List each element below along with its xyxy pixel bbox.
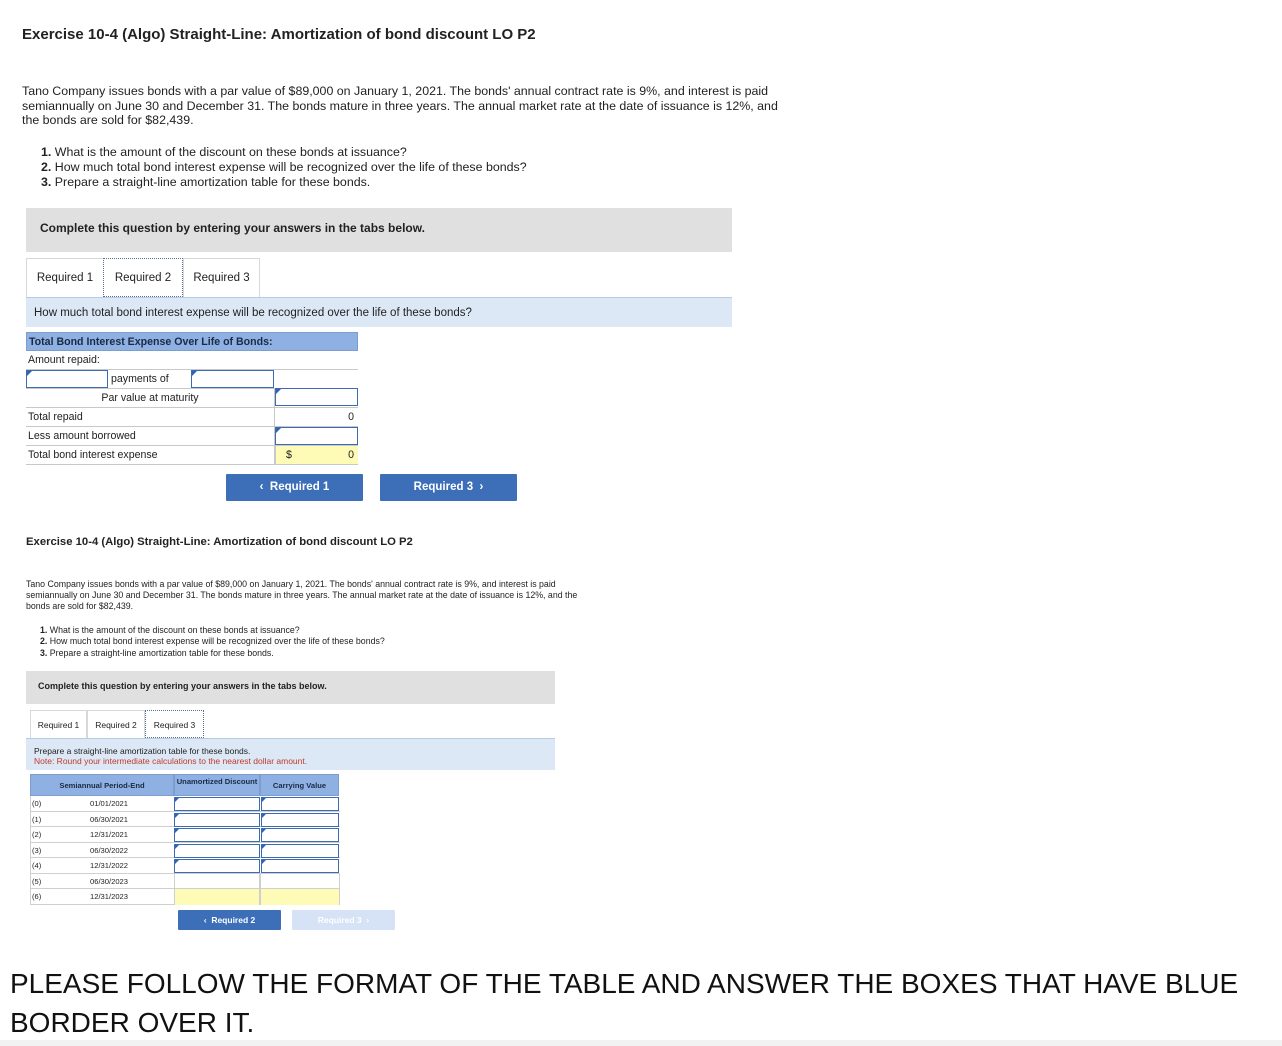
question-item: 1. What is the amount of the discount on these bonds at issuance? <box>40 625 300 635</box>
table-row <box>26 408 358 427</box>
amount-repaid-label: Amount repaid: <box>28 354 100 366</box>
unamortized-discount-input[interactable] <box>174 844 260 858</box>
table-row: (2) 12/31/2021 <box>30 827 340 843</box>
exercise-title: Exercise 10-4 (Algo) Straight-Line: Amortization of bond discount LO P2 <box>22 26 536 43</box>
chevron-right-icon: › <box>479 481 484 493</box>
table-row: (6) 12/31/2023 <box>30 889 340 905</box>
prev-required-1-button[interactable]: ‹ Required 1 <box>226 474 363 501</box>
user-request-note: PLEASE FOLLOW THE FORMAT OF THE TABLE AND ANSWER THE BOXES THAT HAVE BLUE BORDER OVER IT. <box>10 968 1239 1038</box>
table-row <box>26 446 358 465</box>
problem-text: Tano Company issues bonds with a par value of $89,000 on January 1, 2021. The bonds' annual contract rate is 9%, and interest is paid semiannually on June 30 and December 31. The bonds mature in three years. The annual market rate at the date of issuance is 12%, and the bonds are sold for $82,439. <box>22 84 778 128</box>
less-borrowed-label: Less amount borrowed <box>28 430 136 442</box>
tab-required-2[interactable]: Required 2 <box>103 258 183 297</box>
carrying-value-input[interactable] <box>261 859 339 873</box>
unamortized-discount-input[interactable] <box>174 797 260 811</box>
chevron-right-icon: › <box>366 915 370 925</box>
prev-required-2-button[interactable]: ‹ Required 2 <box>178 910 281 930</box>
unamortized-discount-cell <box>174 889 260 905</box>
unamortized-discount-input[interactable] <box>174 813 260 827</box>
problem-text: Tano Company issues bonds with a par value of $89,000 on January 1, 2021. The bonds' annual contract rate is 9%, and interest is paid semiannually on June 30 and December 31. The bonds mature in three years. The annual market rate at the date of issuance is 12%, and the bonds are sold for $82,439. <box>26 579 578 611</box>
next-required-3-button[interactable]: Required 3 › <box>292 910 395 930</box>
amortization-table <box>30 774 342 906</box>
column-header: Semiannual Period-End <box>30 774 174 796</box>
question-item: 2. How much total bond interest expense will be recognized over the life of these bonds? <box>40 636 385 647</box>
question-list <box>41 145 527 190</box>
dollar-sign: $ <box>286 449 292 461</box>
payments-of-label: payments of <box>111 373 169 385</box>
unamortized-discount-input[interactable] <box>174 859 260 873</box>
column-header: Unamortized Discount <box>174 774 260 796</box>
question-list <box>40 625 385 659</box>
table-row <box>26 389 358 408</box>
table-row <box>26 351 358 370</box>
tab-required-3[interactable]: Required 3 <box>145 710 204 738</box>
carrying-value-input[interactable] <box>261 844 339 858</box>
carrying-value-input[interactable] <box>261 828 339 842</box>
payment-amount-input[interactable] <box>191 370 274 388</box>
rounding-note: Note: Round your intermediate calculations to the nearest dollar amount. <box>34 756 308 766</box>
total-repaid-value: 0 <box>348 411 354 423</box>
next-required-3-button[interactable]: Required 3 › <box>380 474 517 501</box>
carrying-value-input[interactable] <box>261 797 339 811</box>
column-header: Carrying Value <box>260 774 339 796</box>
par-value-label: Par value at maturity <box>101 392 199 404</box>
table-row: (5) 06/30/2023 <box>30 874 340 890</box>
total-expense-value: 0 <box>348 449 354 461</box>
tab-required-2[interactable]: Required 2 <box>87 710 145 738</box>
table-row: (4) 12/31/2022 <box>30 858 340 874</box>
number-of-payments-input[interactable] <box>26 370 108 388</box>
table-row: (1) 06/30/2021 <box>30 812 340 828</box>
question-item: 2. How much total bond interest expense will be recognized over the life of these bonds? <box>41 160 527 174</box>
total-repaid-label: Total repaid <box>28 411 83 423</box>
tab-required-1[interactable]: Required 1 <box>30 710 87 738</box>
chevron-left-icon: ‹ <box>259 481 264 493</box>
instructions-banner: Complete this question by entering your answers in the tabs below. <box>26 671 555 704</box>
tab-required-3[interactable]: Required 3 <box>183 258 260 297</box>
amount-borrowed-input[interactable] <box>275 427 358 445</box>
total-expense-cell <box>275 446 358 464</box>
question-item: 3. Prepare a straight-line amortization table for these bonds. <box>40 647 274 658</box>
total-expense-label: Total bond interest expense <box>28 449 158 461</box>
instructions-banner: Complete this question by entering your answers in the tabs below. <box>26 208 732 252</box>
divider <box>0 1040 1282 1046</box>
question-item: 1. What is the amount of the discount on these bonds at issuance? <box>41 145 407 159</box>
unamortized-discount-cell <box>174 874 260 890</box>
table-row: (0) 01/01/2021 <box>30 796 340 812</box>
tab-required-1[interactable]: Required 1 <box>26 258 104 297</box>
table-header: Total Bond Interest Expense Over Life of Bonds: <box>26 332 358 351</box>
carrying-value-cell <box>260 889 340 905</box>
carrying-value-cell <box>260 874 340 890</box>
table-row <box>26 427 358 446</box>
question-item: 3. Prepare a straight-line amortization table for these bonds. <box>41 175 371 189</box>
carrying-value-input[interactable] <box>261 813 339 827</box>
chevron-left-icon: ‹ <box>203 915 207 925</box>
table-row <box>26 370 358 389</box>
unamortized-discount-input[interactable] <box>174 828 260 842</box>
interest-expense-table <box>26 332 358 466</box>
table-row: (3) 06/30/2022 <box>30 843 340 859</box>
exercise-title: Exercise 10-4 (Algo) Straight-Line: Amortization of bond discount LO P2 <box>26 536 413 548</box>
question-prompt: How much total bond interest expense will be recognized over the life of these bonds? <box>26 297 732 327</box>
question-prompt: Prepare a straight-line amortization table for these bonds. Note: Round your intermediate calculations to the nearest dollar amount. <box>26 738 555 770</box>
